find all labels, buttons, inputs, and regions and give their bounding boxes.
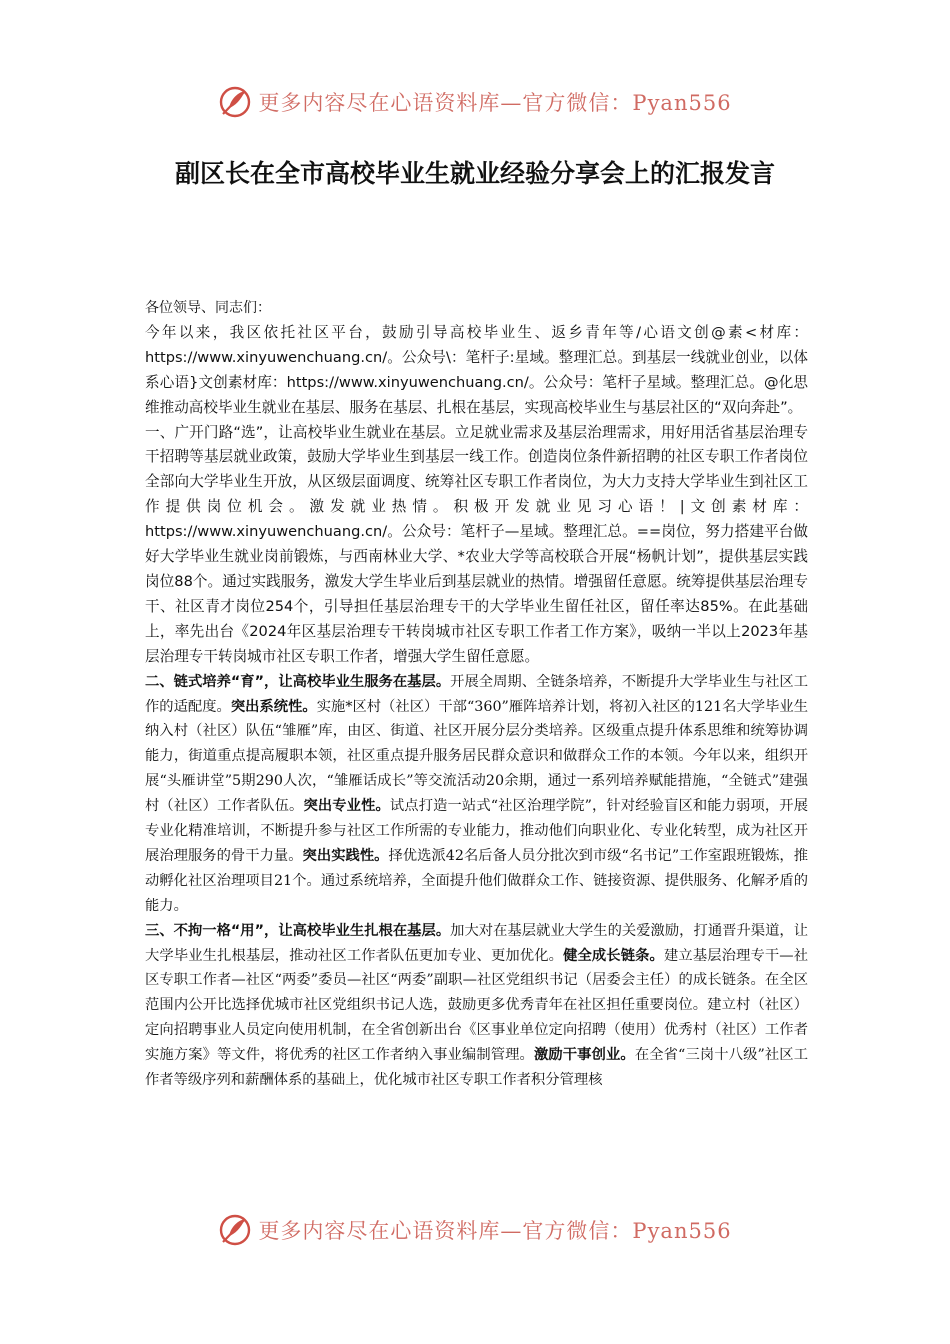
greeting: 各位领导、同志们： (145, 300, 271, 316)
feather-logo-icon (218, 1213, 252, 1247)
feather-logo-icon (218, 85, 252, 119)
intro-paragraph: 今年以来，我区依托社区平台，鼓励引导高校毕业生、返乡青年等/心语文创@素<材库：https://www.xinyuwenchuang.cn/。公众号\：笔杆子:星域。整理汇总。到基层一线就业创业，以体系心语}文创素材库：https://www.xinyuwenchuang.cn/。公众号：笔杆子星域。整理汇总。@化思维推动高校毕业生就业在基层、服务在基层、扎根在基层，实现高校毕业生与基层社区的“双向奔赴”。 (145, 323, 808, 416)
section-2-point-1-text: 实施*区村（社区）干部“360”雁阵培养计划，将初入社区的121名大学毕业生纳入村（社区）队伍“雏雁”库，由区、街道、社区开展分层分类培养。区级重点提升体系思维和统筹协调能力，街道重点提高履职本领，社区重点提升服务居民群众意识和做群众工作的本领。今年以来，组织开展“头雁讲堂”5期290人次，“雏雁话成长”等交流活动20余期，通过一系列培养赋能措施，“全链式”建强村（社区）工作者队伍。 (145, 698, 809, 815)
section-2-point-2-text: 试点打造一站式“社区治理学院”，针对经验盲区和能力弱项，开展专业化精准培训，不断提升参与社区工作所需的专业能力，推动他们向职业化、专业化转型，成为社区开展治理服务的骨干力量。 (145, 798, 808, 864)
section-3-point-1-heading: 健全成长链条。 (563, 947, 664, 964)
section-2-paragraph (145, 670, 808, 919)
watermark-banner-top (0, 80, 950, 124)
section-3-text: 加大对在基层就业大学生的关爱激励，打通晋升渠道，让大学毕业生扎根基层，推动社区工作者队伍更加专业、更加优化。 (145, 922, 809, 964)
section-3-heading: 三、不拘一格“用”，让高校毕业生扎根在基层。 (145, 922, 451, 939)
section-2-point-1-heading: 突出系统性。 (230, 698, 317, 715)
section-2-text: 开展全周期、全链条培养，不断提升大学毕业生与社区工作的适配度。 (145, 673, 809, 715)
watermark-banner-bottom (0, 1208, 950, 1252)
section-3-point-2-heading: 激励干事创业。 (533, 1047, 635, 1064)
watermark-text: 更多内容尽在心语资料库—官方微信：Pyan556 (258, 1219, 732, 1243)
section-1-paragraph: 一、广开门路“选”，让高校毕业生就业在基层。立足就业需求及基层治理需求，用好用活省基层治理专干招聘等基层就业政策，鼓励大学毕业生到基层一线工作。创造岗位条件新招聘的社区专职工作者岗位全部向大学毕业生开放，从区级层面调度、统筹社区专职工作者岗位，为大力支持大学毕业生到社区工作提供岗位机会。激发就业热情。积极开发就业见习心语！|文创素材库：https://www.xinyuwenchuang.cn/。公众号：笔杆子—星域。整理汇总。==岗位，努力搭建平台做好大学毕业生就业岗前锻炼，与西南林业大学、*农业大学等高校联合开展“杨帆计划”，提供基层实践岗位88个。通过实践服务，激发大学生毕业后到基层就业的热情。增强留任意愿。统筹提供基层治理专干、社区青才岗位254个，引导担任基层治理专干的大学毕业生留任社区，留任率达85%。在此基础上，率先出台《2024年区基层治理专干转岗城市社区专职工作者工作方案》，吸纳一半以上2023年基层治理专干转岗城市社区专职工作者，增强大学生留任意愿。 (145, 423, 808, 665)
section-2-point-2-heading: 突出专业性。 (303, 798, 390, 815)
section-2-point-3-heading: 突出实践性。 (302, 847, 389, 864)
watermark-text: 更多内容尽在心语资料库—官方微信：Pyan556 (258, 91, 732, 115)
section-3-point-1-text: 建立基层治理专干—社区专职工作者—社区“两委”委员—社区“两委”副职—社区党组织书记（居委会主任）的成长链条。在全区范围内公开比选择优城市社区党组织书记人选，鼓励更多优秀青年在社区担任重要岗位。建立村（社区）定向招聘事业人员定向使用机制，在全省创新出台《区事业单位定向招聘（使用）优秀村（社区）工作者实施方案》等文件，将优秀的社区工作者纳入事业编制管理。 (145, 947, 809, 1064)
section-3-paragraph (145, 919, 808, 1093)
section-3-point-2-text: 在全省“三岗十八级”社区工作者等级序列和薪酬体系的基础上，优化城市社区专职工作者积分管理核 (145, 1047, 809, 1089)
document-body (145, 296, 808, 1093)
document-title: 副区长在全市高校毕业生就业经验分享会上的汇报发言 (174, 159, 775, 188)
section-2-heading: 二、链式培养“育”，让高校毕业生服务在基层。 (145, 673, 451, 690)
section-2-point-3-text: 择优选派42名后备人员分批次到市级“名书记”工作室跟班锻炼，推动孵化社区治理项目21个。通过系统培养，全面提升他们做群众工作、链接资源、提供服务、化解矛盾的能力。 (145, 847, 809, 914)
